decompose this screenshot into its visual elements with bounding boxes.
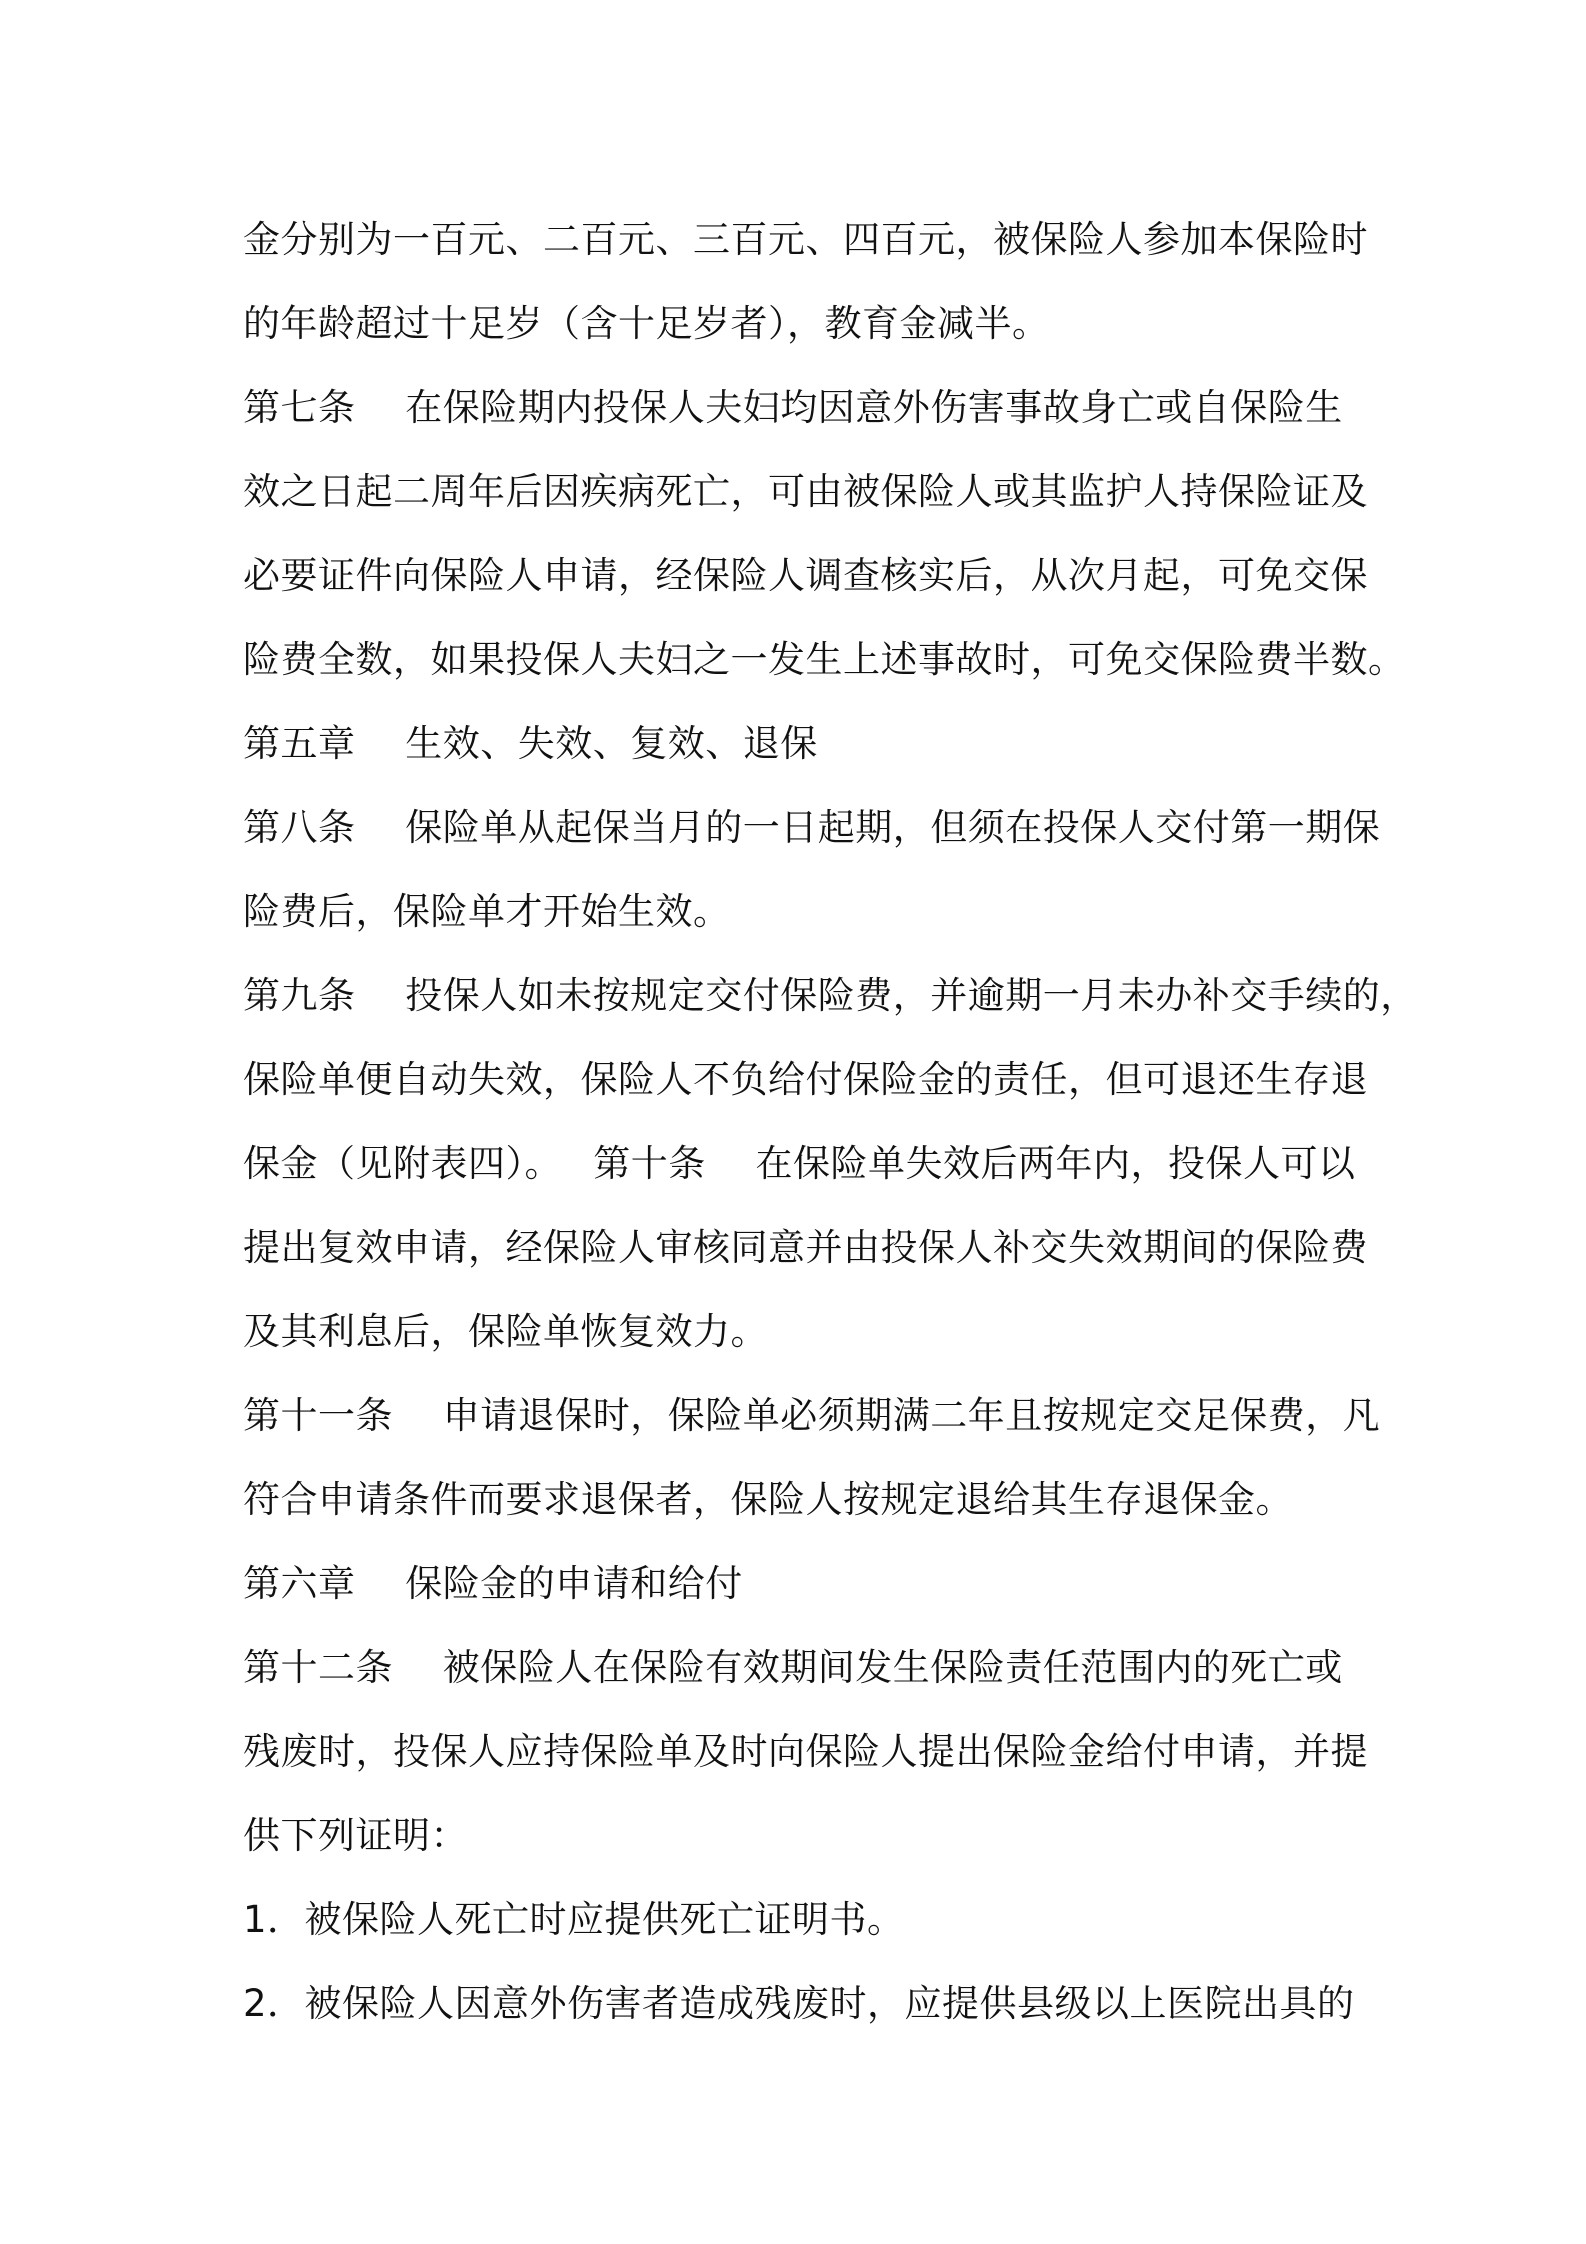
chapter-6-heading: 第六章 保险金的申请和给付	[243, 1562, 743, 1605]
article-11-line: 第十一条 申请退保时，保险单必须期满二年且按规定交足保费，凡	[243, 1394, 1381, 1437]
list-item-2: 2．被保险人因意外伤害者造成残废时，应提供县级以上医院出具的	[243, 1982, 1355, 2025]
list-item-1: 1．被保险人死亡时应提供死亡证明书。	[243, 1898, 905, 1941]
article-7-line: 第七条 在保险期内投保人夫妇均因意外伤害事故身亡或自保险生	[243, 386, 1343, 429]
text-line: 金分别为一百元、二百元、三百元、四百元，被保险人参加本保险时	[243, 218, 1368, 261]
text-line: 提出复效申请，经保险人审核同意并由投保人补交失效期间的保险费	[243, 1226, 1368, 1269]
text-line: 及其利息后，保险单恢复效力。	[243, 1310, 768, 1353]
document-body	[243, 198, 1418, 2046]
text-line: 供下列证明：	[243, 1814, 468, 1857]
text-line: 必要证件向保险人申请，经保险人调查核实后，从次月起，可免交保	[243, 554, 1368, 597]
text-line: 险费后，保险单才开始生效。	[243, 890, 731, 933]
text-line: 残废时，投保人应持保险单及时向保险人提出保险金给付申请，并提	[243, 1730, 1368, 1773]
text-line: 符合申请条件而要求退保者，保险人按规定退给其生存退保金。	[243, 1478, 1293, 1521]
text-line: 保险单便自动失效，保险人不负给付保险金的责任，但可退还生存退	[243, 1058, 1368, 1101]
text-line: 效之日起二周年后因疾病死亡，可由被保险人或其监护人持保险证及	[243, 470, 1368, 513]
article-8-line: 第八条 保险单从起保当月的一日起期，但须在投保人交付第一期保	[243, 806, 1381, 849]
article-12-line: 第十二条 被保险人在保险有效期间发生保险责任范围内的死亡或	[243, 1646, 1343, 1689]
text-line: 险费全数，如果投保人夫妇之一发生上述事故时，可免交保险费半数。	[243, 638, 1406, 681]
text-line: 的年龄超过十足岁（含十足岁者），教育金减半。	[243, 302, 1050, 345]
article-10-line: 保金（见附表四）。 第十条 在保险单失效后两年内，投保人可以	[243, 1142, 1356, 1185]
chapter-5-heading: 第五章 生效、失效、复效、退保	[243, 722, 818, 765]
article-9-line: 第九条 投保人如未按规定交付保险费，并逾期一月未办补交手续的，	[243, 974, 1418, 1017]
